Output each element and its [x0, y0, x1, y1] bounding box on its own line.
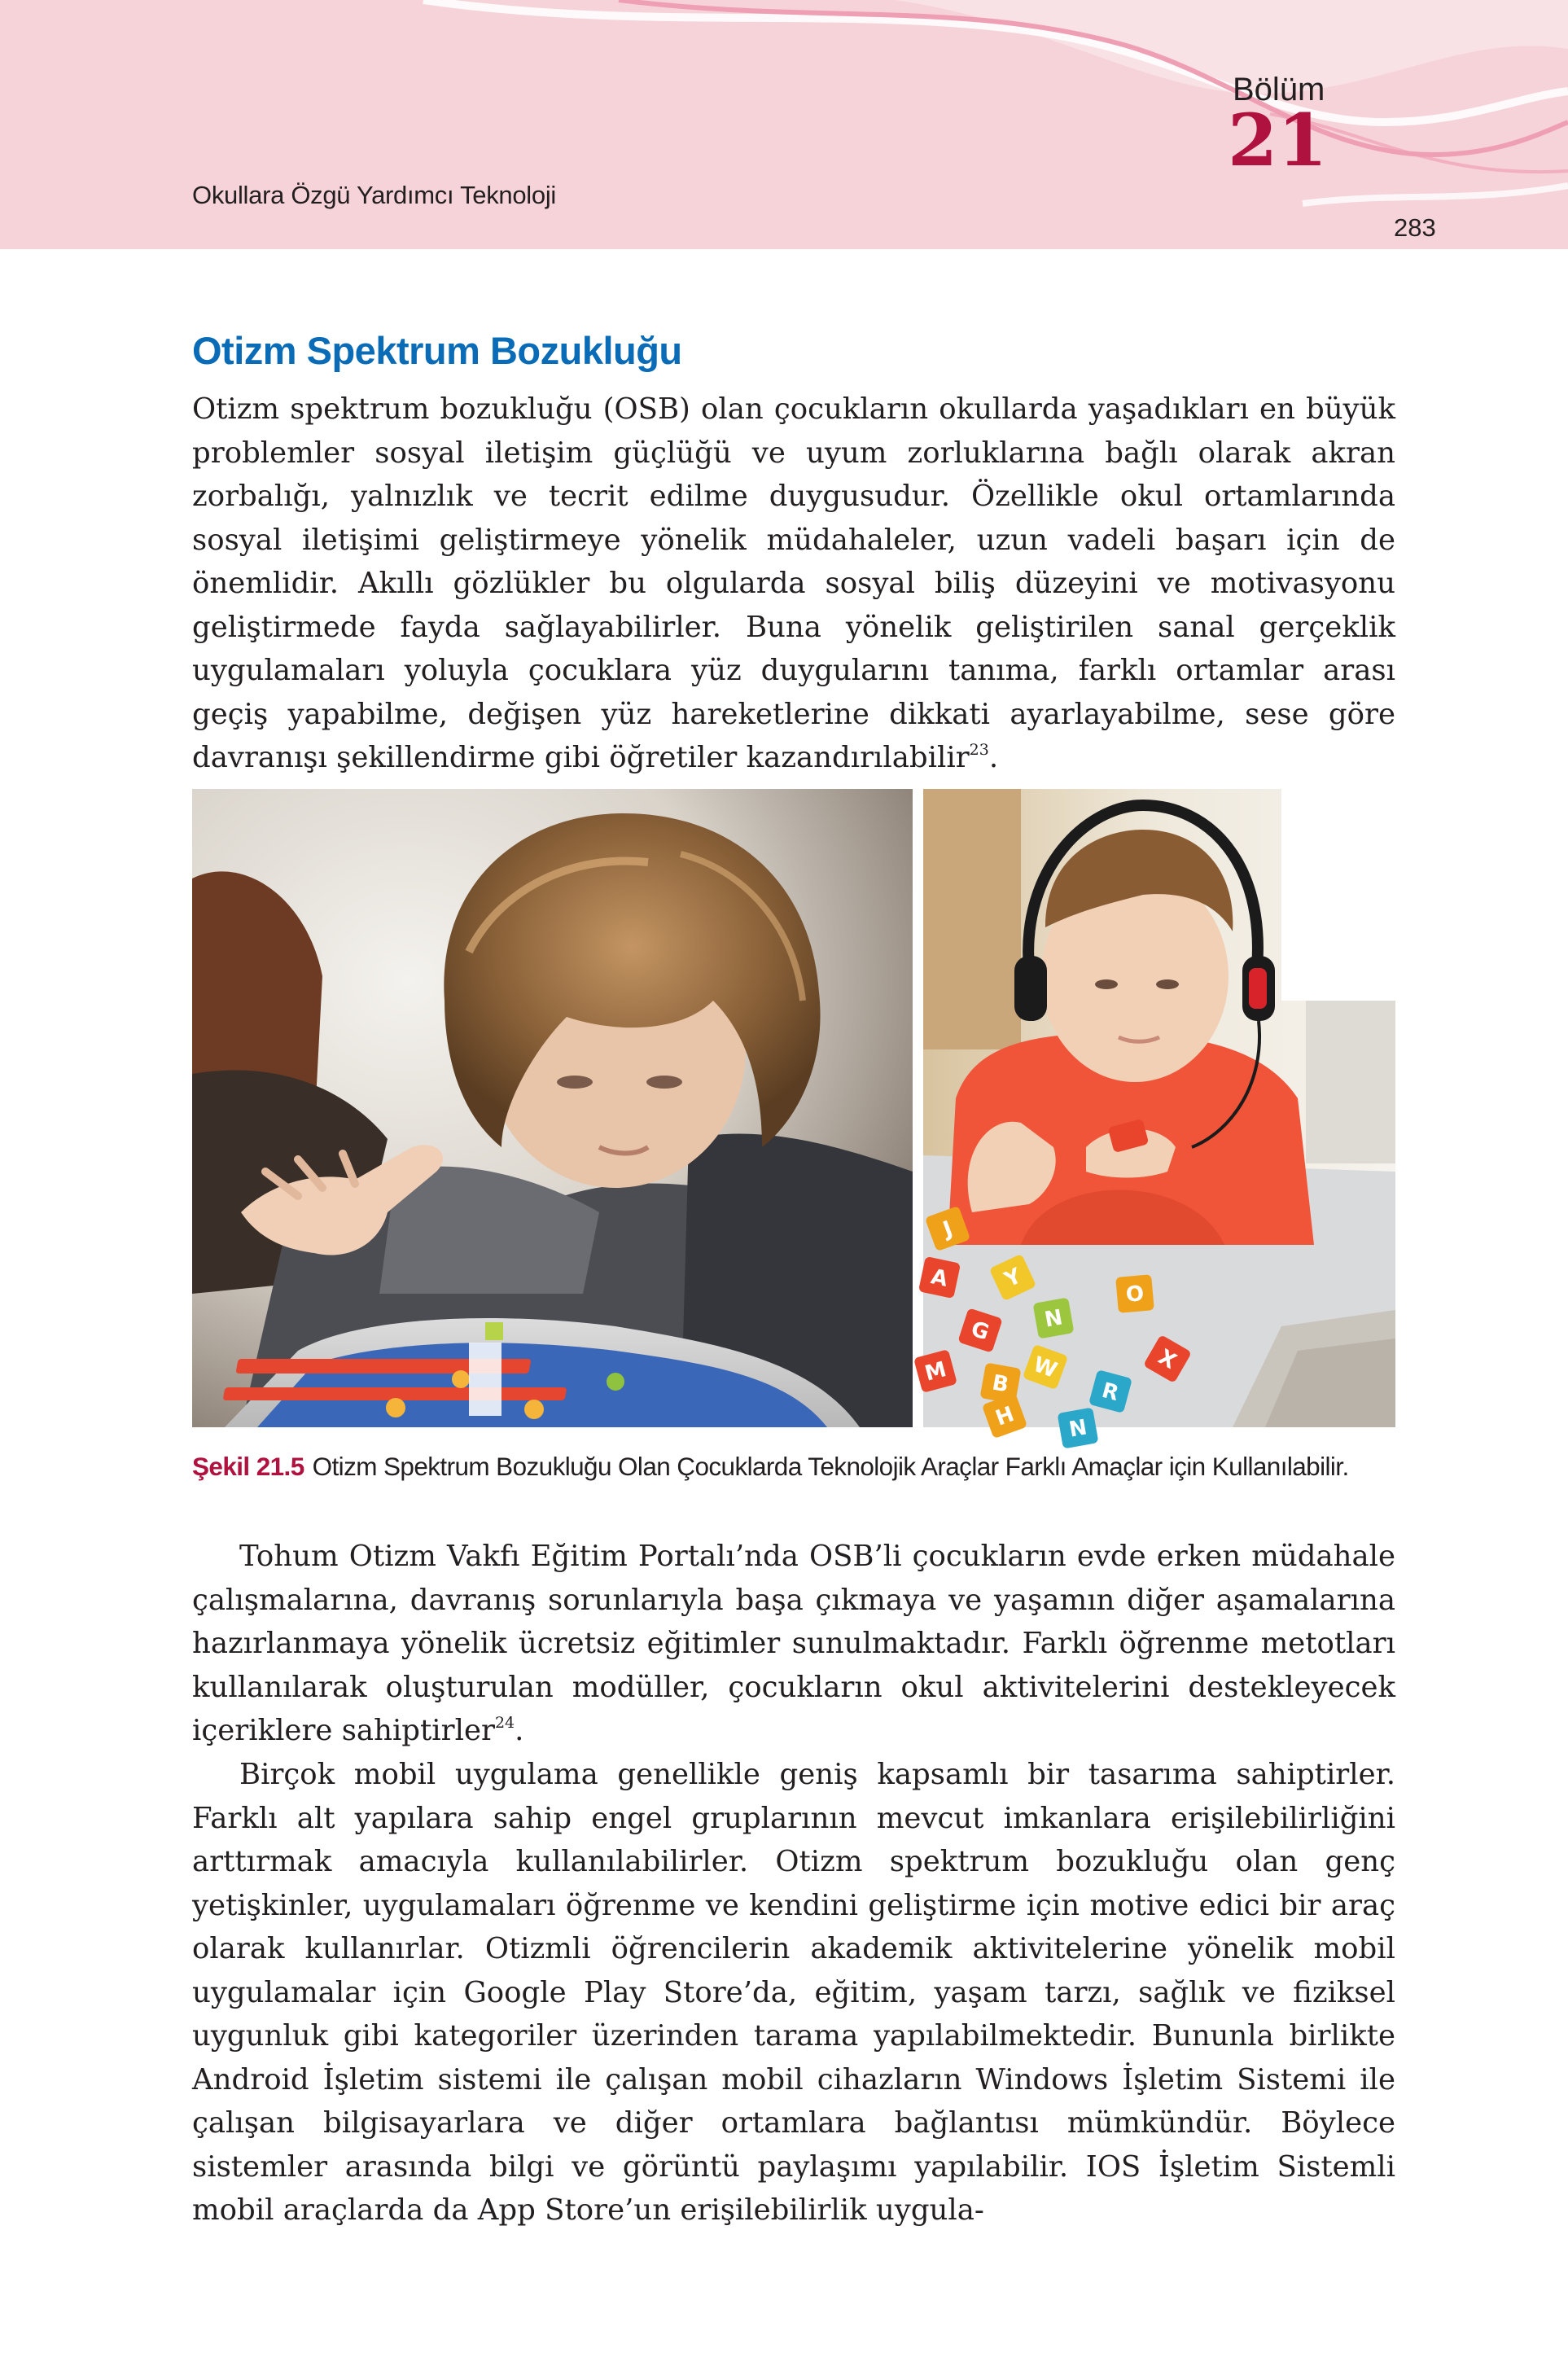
- letter-tile-glyph: N: [1067, 1415, 1089, 1443]
- letter-tile-glyph: M: [922, 1357, 949, 1387]
- footnote-ref: 24: [494, 1714, 515, 1732]
- body-paragraph-1: [192, 388, 1395, 780]
- chapter-label: Bölüm: [1233, 72, 1325, 107]
- child-with-headphones-letter-tiles-photo: [922, 789, 1395, 1443]
- paragraph-end: .: [515, 1714, 524, 1747]
- body-paragraph-2: [192, 1535, 1395, 1753]
- letter-tile: [1033, 1298, 1075, 1339]
- paragraph-text: Otizm spektrum bozukluğu (OSB) olan çocukların okullarda yaşadıkları en büyük problemler sosyal iletişim güçlüğü ve uyum zorluklarına bağlı olarak akran zorbalığı, yalnızlık ve tecrit edilme duygusudur. Özellikle okul ortamlarında sosyal iletişimi geliştirmeye yönelik müdahaleler, uzun vadeli başarı için de önemlidir. Akıllı gözlükler bu olgularda sosyal biliş düzeyini ve motivasyonu geliştirmede fayda sağlayabilirler. Buna yönelik geliştirilen sanal gerçeklik uygulamaları yoluyla çocuklara yüz duygularını tanıma, farklı ortamlar arası geçiş yapabilme, değişen yüz hareketlerine dikkati ayarlayabilme, sese göre davranışı şekillendirme gibi öğretiler kazandırılabilir: [192, 392, 1395, 774]
- figure-caption: [192, 1452, 1397, 1482]
- section-heading: Otizm Spektrum Bozukluğu: [192, 329, 682, 372]
- letter-tile-glyph: A: [928, 1264, 950, 1292]
- letter-tile-glyph: X: [1154, 1344, 1180, 1374]
- footnote-ref: 23: [969, 741, 989, 759]
- header-wave-decoration: [0, 0, 1568, 249]
- page-number: 283: [1394, 213, 1436, 242]
- letter-tile-glyph: Y: [1001, 1264, 1026, 1293]
- figure-label: Şekil 21.5: [192, 1452, 304, 1481]
- chapter-number: 21: [1228, 98, 1328, 182]
- letter-tile-glyph: O: [1124, 1282, 1145, 1308]
- paragraph-text: Tohum Otizm Vakfı Eğitim Portalı’nda OSB’li çocukların evde erken müdahale çalışmalarına, davranış sorunlarıyla başa çıkmaya ve yaşamın diğer aşamalarına hazırlanmaya yönelik ücretsiz eğitimler sunulmaktadır. Farklı öğrenme metotları kullanılarak oluşturulan modüller, çocukların okul aktivitelerini destekleyecek içeriklere sahiptirler: [192, 1540, 1395, 1747]
- letter-tile-glyph: G: [967, 1317, 992, 1346]
- figure-caption-text: Otizm Spektrum Bozukluğu Olan Çocuklarda Teknolojik Araçlar Farklı Amaçlar için Kullanılabilir.: [312, 1452, 1349, 1481]
- letter-tile-glyph: N: [1042, 1305, 1065, 1333]
- letter-tile: [1058, 1408, 1099, 1449]
- letter-tile-glyph: J: [939, 1216, 957, 1242]
- page-header: [0, 0, 1568, 249]
- letter-tile: [1115, 1274, 1154, 1313]
- body-paragraph-3: Birçok mobil uygulama genellikle geniş kapsamlı bir tasarıma sahiptirler. Farklı alt yapılara sahip engel gruplarının mevcut imkanlara erişilebilirliğini arttırmak amacıyla kullanılabilirler. Otizm spektrum bozukluğu olan genç yetişkinler, uygulamaları öğrenme ve kendini geliştirme için motive edici bir araç olarak kullanırlar. Otizmli öğrencilerin akademik aktivitelerine yönelik mobil uygulamalar için Google Play Store’da, eğitim, yaşam tarzı, sağlık ve fiziksel uygunluk gibi kategoriler üzerinden tarama yapılabilmektedir. Bununla birlikte Android İşletim sistemi ile çalışan mobil cihazların Windows İşletim Sistemi ile çalışan bilgisayarlara ve diğer ortamlara bağlantısı mümkündür. Böylece sistemler arasında bilgi ve görüntü paylaşımı yapılabilir. IOS İşletim Sistemli mobil araçlarda da App Store’un erişilebilirlik uygula-: [192, 1758, 1395, 2227]
- running-title: Okullara Özgü Yardımcı Teknoloji: [192, 181, 556, 209]
- paragraph-end: .: [988, 741, 999, 774]
- figure-photo-left: [192, 789, 913, 1427]
- letter-tile-glyph: R: [1099, 1378, 1122, 1407]
- letter-tile: [918, 1256, 961, 1299]
- child-using-tablet-photo: [192, 789, 913, 1427]
- letter-tile-glyph: H: [992, 1402, 1018, 1431]
- letter-tile-glyph: W: [1030, 1352, 1061, 1383]
- figure-photo-right: [922, 789, 1395, 1443]
- letter-tile-glyph: B: [990, 1370, 1011, 1398]
